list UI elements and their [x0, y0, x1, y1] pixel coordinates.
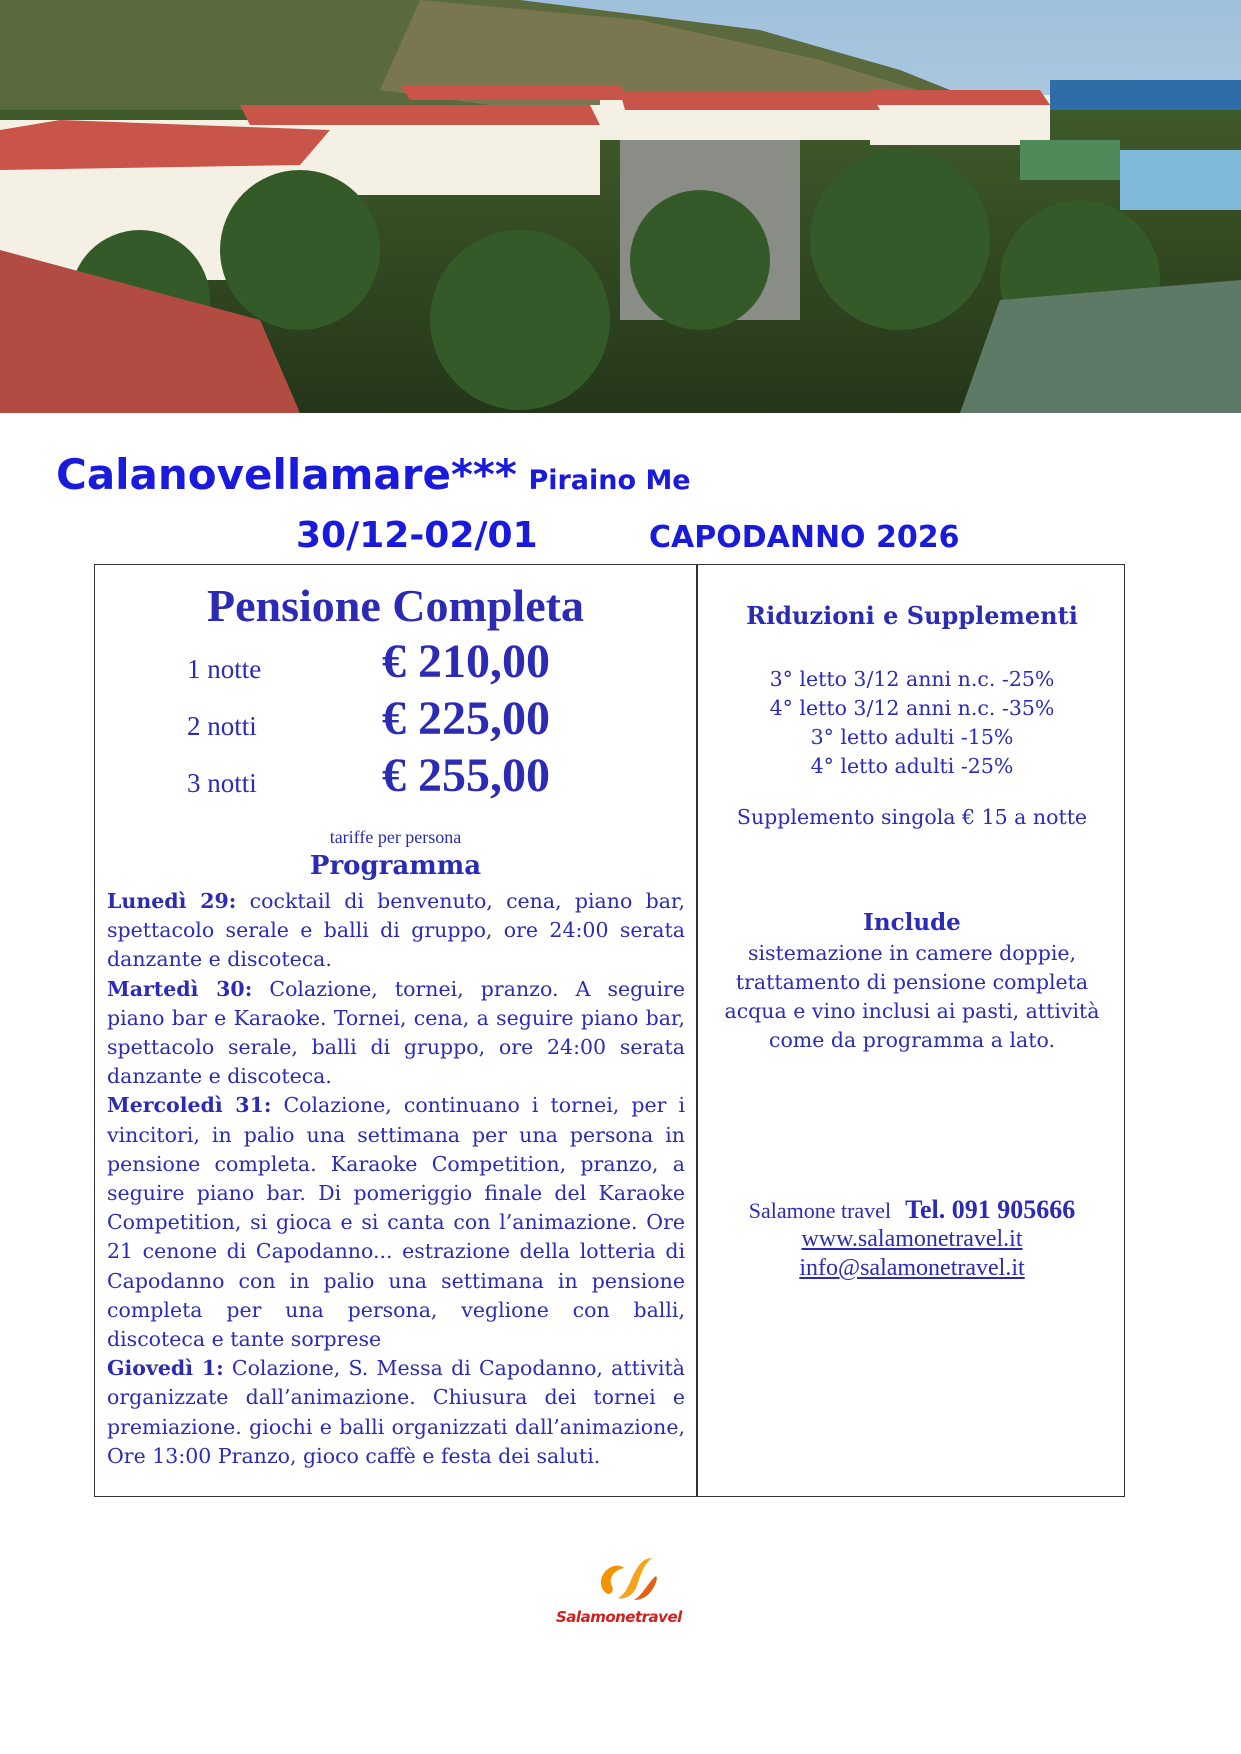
includes-line: sistemazione in camere doppie,	[747, 941, 1077, 965]
reductions-title: Riduzioni e Supplementi	[746, 601, 1078, 630]
program-day-text: Colazione, continuano i tornei, per i vincitori, in palio una settimana per una persona in pensione completa. Karaoke Competition, pranzo, a seguire piano bar. Di pomeriggio finale del Karaoke Competition, si gioca e si canta con l’animazione. Ore 21 cenone di Capodanno... estrazione della lotteria di Capodanno con in palio una settimana in pensione completa per una persona, veglione con balli, discoteca e tante sorprese	[107, 1093, 685, 1352]
agency-name: Salamone travel	[748, 1198, 892, 1223]
program-day	[107, 887, 685, 975]
contact-block	[698, 1195, 1126, 1283]
program-day-label: Lunedì 29:	[107, 889, 237, 913]
logo-text: Salamonetravel	[556, 1608, 682, 1626]
includes-line: come da programma a lato.	[768, 1028, 1056, 1052]
price-row	[95, 690, 696, 746]
reductions-list	[698, 665, 1126, 781]
includes-line: acqua e vino inclusi ai pasti, attività	[724, 999, 1100, 1023]
program-day	[107, 1354, 685, 1471]
single-supplement: Supplemento singola € 15 a notte	[736, 805, 1088, 829]
pricing-note: tariffe per persona	[329, 827, 462, 847]
program-day-label: Martedì 30:	[107, 976, 253, 1001]
phone-number[interactable]: Tel. 091 905666	[905, 1195, 1076, 1224]
hotel-title	[56, 450, 691, 499]
program-day-label: Giovedì 1:	[107, 1356, 224, 1381]
program-day-label: Mercoledì 31:	[107, 1093, 272, 1118]
program-day-text: Colazione, S. Messa di Capodanno, attività organizzate dall’animazione. Chiusura dei tornei e premiazione. giochi e balli organizzati dall’animazione, Ore 13:00 Pranzo, gioco caffè e festa dei saluti.	[107, 1356, 685, 1468]
program-day	[107, 1091, 685, 1354]
price-value: € 255,00	[382, 749, 550, 802]
program-day-text: Colazione, tornei, pranzo. A seguire piano bar e Karaoke. Tornei, cena, a seguire piano bar, spettacolo serale, balli di gruppo, ore 24:00 serata danzante e discoteca.	[107, 976, 685, 1089]
includes-list	[698, 939, 1126, 1055]
offer-table	[94, 564, 1125, 1497]
reduction-item: 3° letto adulti -15%	[810, 725, 1014, 749]
price-value: € 210,00	[382, 635, 550, 688]
reduction-item: 3° letto 3/12 anni n.c. -25%	[769, 667, 1055, 691]
price-value: € 225,00	[382, 692, 550, 745]
price-row	[95, 633, 696, 689]
hotel-name: Calanovellamare***	[56, 450, 517, 499]
event-name: CAPODANNO 2026	[649, 520, 960, 555]
pricing-title: Pensione Completa	[207, 580, 584, 631]
reduction-item: 4° letto 3/12 anni n.c. -35%	[769, 696, 1055, 720]
includes-title: Include	[863, 909, 961, 936]
price-label: 2 notti	[187, 711, 257, 741]
price-label: 1 notte	[187, 654, 262, 684]
program-title: Programma	[309, 851, 482, 881]
program-day-text: cocktail di benvenuto, cena, piano bar, spettacolo serale e balli di gruppo, ore 24:00 serata danzante e discoteca.	[107, 889, 685, 972]
website-link[interactable]: www.salamonetravel.it	[801, 1226, 1023, 1252]
program-day	[107, 975, 685, 1092]
price-label: 3 notti	[187, 768, 257, 798]
includes-line: trattamento di pensione completa	[735, 970, 1089, 994]
email-link[interactable]: info@salamonetravel.it	[799, 1255, 1025, 1281]
reduction-item: 4° letto adulti -25%	[810, 754, 1014, 778]
program-text	[107, 887, 685, 1471]
resort-photo	[0, 0, 1241, 413]
stay-dates: 30/12-02/01	[296, 515, 538, 556]
hotel-location: Piraino Me	[528, 465, 691, 496]
price-row	[95, 747, 696, 803]
